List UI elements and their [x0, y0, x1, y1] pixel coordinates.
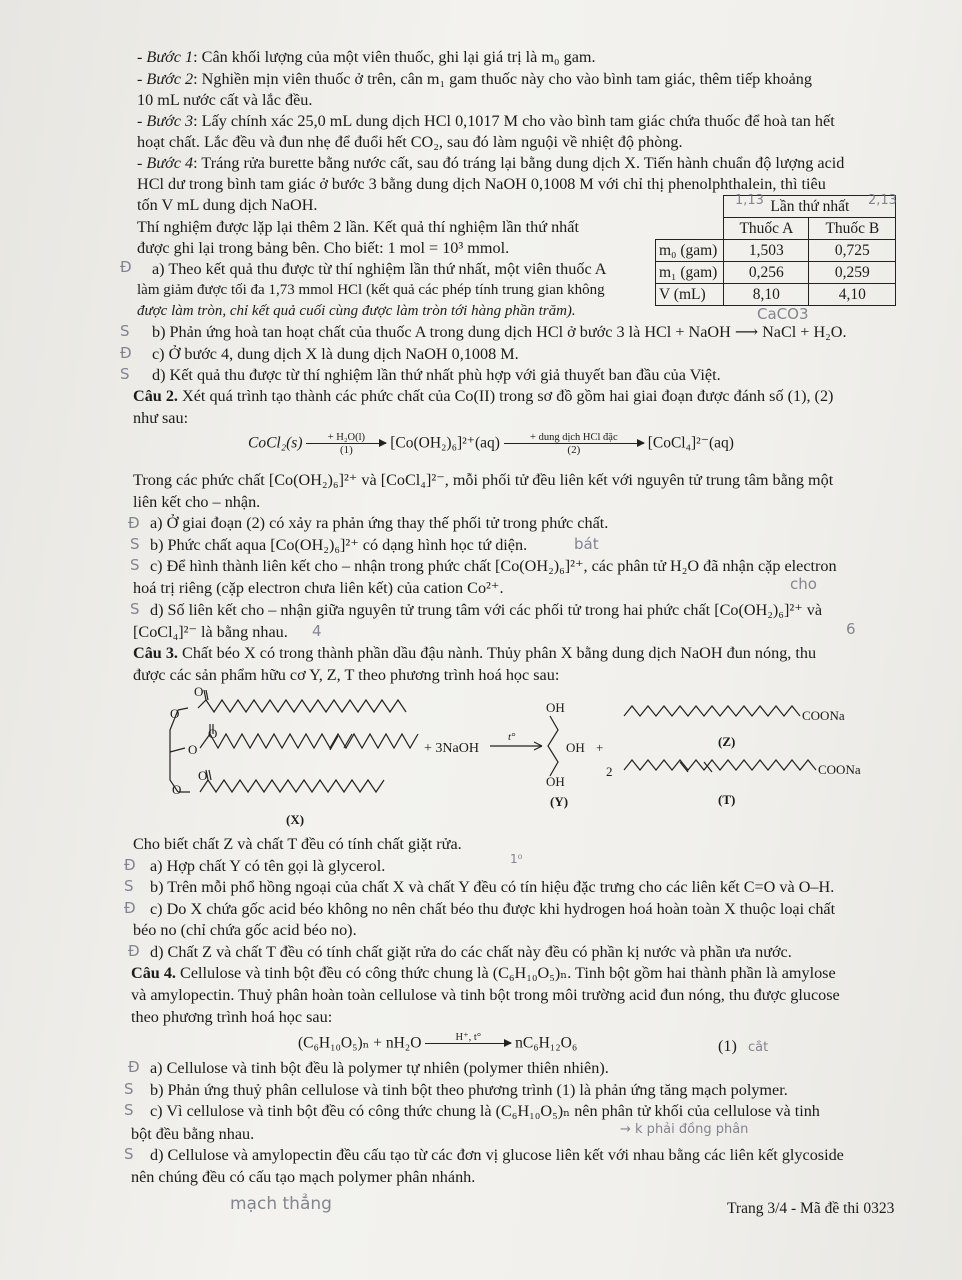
- q4-intro-3: theo phương trình hoá học sau:: [131, 1008, 333, 1026]
- fatty-chain-2: [200, 734, 418, 748]
- q2-d-1: d) Số liên kết cho – nhận giữa nguyên tử trung tâm với các phối tử trong hai phức chất [Co(OH₂)₆]²⁺ và: [150, 601, 823, 619]
- oh-label-3: OH: [546, 774, 565, 789]
- step-2-label: - Bước 2: [137, 70, 194, 88]
- q3-note: Cho biết chất Z và chất T đều có tính chất giặt rửa.: [133, 835, 462, 853]
- q3-a: a) Hợp chất Y có tên gọi là glycerol.: [150, 857, 386, 875]
- q2-equation: [248, 432, 734, 456]
- q3-intro-2: được các sản phẩm hữu cơ Y, Z, T theo phương trình hoá học sau:: [133, 666, 560, 684]
- step-2-text: : Nghiền mịn viên thuốc ở trên, cân m₁ gam thuốc này cho vào bình tam giác, thêm tiếp khoảng: [193, 70, 812, 88]
- q4-equation: [298, 1032, 577, 1056]
- step-3-text-2: hoạt chất. Lắc đều và đun nhẹ để đuổi hết CO₂, sau đó làm nguội về nhiệt độ phòng.: [137, 133, 683, 151]
- hw-q2d-n2: 6: [846, 620, 856, 638]
- cell-a: 8,10: [724, 284, 809, 306]
- q2-c-1: c) Để hình thành liên kết cho – nhận trong phức chất [Co(OH₂)₆]²⁺, các phân tử H₂O đã nhận cặp electron: [150, 557, 837, 575]
- glycerol-skeleton: [548, 716, 558, 776]
- q1-a-3: được làm tròn, chỉ kết quả cuối cùng được làm tròn tới hàng phần trăm).: [137, 303, 576, 319]
- q4-c-2: bột đều bằng nhau.: [131, 1125, 255, 1143]
- hw-mark-q2c: S: [130, 556, 140, 574]
- step-2-text-2: 10 mL nước cất và lắc đều.: [137, 91, 313, 109]
- q4-a: a) Cellulose và tinh bột đều là polymer tự nhiên (polymer thiên nhiên).: [150, 1059, 609, 1077]
- hw-mark-q2a: Đ: [128, 514, 140, 532]
- step-4-text: : Tráng rửa burette bằng nước cất, sau đó tráng lại bằng dung dịch X. Tiến hành chuẩn độ lượng acid: [193, 154, 845, 172]
- naoh-label: + 3NaOH: [424, 741, 479, 756]
- step-4: [137, 153, 844, 173]
- table-header: Lần thứ nhất: [724, 196, 896, 218]
- arrow-hydrolysis: [425, 1032, 511, 1056]
- arrow-step-2: [504, 432, 644, 456]
- col-thuoc-b: Thuốc B: [809, 218, 896, 240]
- coef-t: 2: [606, 764, 613, 779]
- q1-repeat-2: được ghi lại trong bảng bên. Cho biết: 1 mol = 10³ mmol.: [137, 239, 510, 257]
- q4-d-1: d) Cellulose và amylopectin đều cấu tạo từ các đơn vị glucose liên kết với nhau bằng các liên kết glycoside: [150, 1146, 844, 1164]
- table-row: [656, 262, 896, 284]
- q2-d-2: [CoCl₄]²⁻ là bằng nhau.: [133, 623, 288, 641]
- hw-mark-q4d: S: [124, 1145, 134, 1163]
- hw-q2c-note: cho: [790, 575, 817, 593]
- q2-title: Câu 2.: [133, 387, 178, 405]
- fatty-chain-3: [200, 780, 384, 792]
- eq-cocl4: [CoCl₄]²⁻(aq): [647, 434, 734, 452]
- chain-t: [624, 760, 816, 770]
- hw-table-left: 1,13: [735, 193, 764, 208]
- o-label-1: O: [194, 684, 204, 699]
- arrow-2-bot: (2): [567, 444, 581, 456]
- eq-aqua-complex: [Co(OH₂)₆]²⁺(aq): [390, 434, 500, 452]
- q3-title: Câu 3.: [133, 644, 178, 662]
- hw-mark-q4b: S: [124, 1080, 134, 1098]
- o-label-3: O: [208, 726, 218, 741]
- step-3-text: : Lấy chính xác 25,0 mL dung dịch HCl 0,1017 M cho vào bình tam giác chứa thuốc để hoà tan hết: [193, 112, 835, 130]
- hw-mark-q1c: Đ: [120, 344, 132, 362]
- eq-glucose: nC₆H₁₂O₆: [515, 1034, 578, 1052]
- hw-mark-q1a: Đ: [120, 258, 132, 276]
- hw-mark-q3d: Đ: [128, 942, 140, 960]
- step-1-text: : Cân khối lượng của một viên thuốc, ghi lại giá trị là m₀ gam.: [193, 48, 596, 66]
- hw-q2d-n1: 4: [312, 622, 322, 640]
- q4-c-1: c) Vì cellulose và tinh bột đều có công thức chung là (C₆H₁₀O₅)ₙ nên phân tử khối của cellulose và tinh: [150, 1102, 820, 1120]
- hw-mark-q4a: Đ: [128, 1058, 140, 1076]
- results-table: [655, 195, 896, 306]
- step-1-label: - Bước 1: [137, 48, 194, 66]
- q2-p1: Trong các phức chất [Co(OH₂)₆]²⁺ và [CoCl₄]²⁻, mỗi phối tử đều liên kết với nguyên tử trung tâm bằng một: [133, 471, 834, 489]
- label-t: (T): [718, 792, 736, 807]
- plus-label: +: [596, 740, 604, 755]
- heat-label: t°: [508, 731, 516, 743]
- label-x: (X): [286, 812, 305, 827]
- arrow-hydrolysis-top: H⁺, t°: [455, 1032, 482, 1043]
- eq-polysaccharide: (C₆H₁₀O₅)ₙ + nH₂O: [298, 1034, 422, 1052]
- eq-cocl2: CoCl₂(s): [248, 434, 303, 452]
- q1-c: c) Ở bước 4, dung dịch X là dung dịch NaOH 0,1008 M.: [152, 345, 519, 363]
- q1-a-1: a) Theo kết quả thu được từ thí nghiệm lần thứ nhất, một viên thuốc A: [152, 260, 607, 278]
- coona-t: COONa: [818, 762, 861, 777]
- label-y: (Y): [550, 794, 569, 809]
- chain-z: [624, 706, 800, 716]
- q1-b: b) Phản ứng hoà tan hoạt chất của thuốc A trong dung dịch HCl ở bước 3 là HCl + NaOH ⟶ NaCl + H₂O.: [152, 323, 847, 341]
- q3-c-2: béo no (chỉ chứa gốc acid béo no).: [133, 921, 357, 939]
- step-3: [137, 111, 835, 131]
- fatty-chain-1: [198, 700, 406, 712]
- q3-intro-1: Chất béo X có trong thành phần dầu đậu nành. Thủy phân X bằng dung dịch NaOH đun nóng, thu: [177, 644, 817, 662]
- cell-b: 4,10: [809, 284, 896, 306]
- cell-a: 0,256: [724, 262, 809, 284]
- q4-intro: [131, 963, 836, 983]
- cell-b: 0,259: [809, 262, 896, 284]
- table-row: [656, 240, 896, 262]
- o-label-4: O: [188, 742, 198, 757]
- hw-q2b-note: bát: [574, 535, 599, 553]
- hw-mark-q2d: S: [130, 600, 140, 618]
- q4-d-2: nên chúng đều có cấu tạo mạch polymer phân nhánh.: [131, 1168, 476, 1186]
- q2-intro-2: như sau:: [133, 409, 189, 427]
- arrow-1-bot: (1): [339, 444, 353, 456]
- arrow-step-1: [306, 432, 386, 456]
- eq-number: (1): [718, 1037, 737, 1055]
- step-1: [137, 47, 596, 67]
- step-2: [137, 69, 812, 89]
- table-row: [656, 284, 896, 306]
- row-label: m₀ (gam): [656, 240, 724, 262]
- hw-mark-q3a: Đ: [124, 856, 136, 874]
- o-label-5: O: [198, 768, 208, 783]
- oh-label-1: OH: [546, 700, 565, 715]
- hw-mark-q3c: Đ: [124, 899, 136, 917]
- page-footer: Trang 3/4 - Mã đề thi 0323: [727, 1200, 895, 1217]
- hw-q4d-note: mạch thẳng: [230, 1194, 332, 1214]
- hw-mark-q1b: S: [120, 322, 130, 340]
- hw-table-right: 2,13: [868, 193, 897, 208]
- cell-a: 1,503: [724, 240, 809, 262]
- q3-b: b) Trên mỗi phổ hồng ngoại của chất X và chất Y đều có tín hiệu đặc trưng cho các liên kết C=O và O–H.: [150, 878, 835, 896]
- saponification-diagram: [150, 682, 890, 832]
- q4-intro-2: và amylopectin. Thuỷ phân hoàn toàn cellulose và tinh bột trong môi trường acid đun nóng, thu được glucose: [131, 986, 840, 1004]
- q2-a: a) Ở giai đoạn (2) có xảy ra phản ứng thay thế phối tử trong phức chất.: [150, 514, 609, 532]
- q4-b: b) Phản ứng thuỷ phân cellulose và tinh bột theo phương trình (1) là phản ứng tăng mạch polymer.: [150, 1081, 788, 1099]
- col-thuoc-a: Thuốc A: [724, 218, 809, 240]
- q2-c-2: hoá trị riêng (cặp electron chưa liên kết) của cation Co²⁺.: [133, 579, 504, 597]
- o-label-2: O: [170, 706, 180, 721]
- q4-intro-1: Cellulose và tinh bột đều có công thức chung là (C₆H₁₀O₅)ₙ. Tinh bột gồm hai thành phần là amylose: [175, 964, 836, 982]
- step-4-text-3: tốn V mL dung dịch NaOH.: [137, 196, 318, 214]
- q4-title: Câu 4.: [131, 964, 176, 982]
- q3-c-1: c) Do X chứa gốc acid béo không no nên chất béo thu được khi hydrogen hoá hoàn toàn X thuộc loại chất: [150, 900, 836, 918]
- q3-d: d) Chất Z và chất T đều có tính chất giặt rửa do các chất này đều có phần kị nước và phần ưa nước.: [150, 943, 792, 961]
- q2-intro: [133, 386, 833, 406]
- hw-mark-q3b: S: [124, 877, 134, 895]
- q2-b: b) Phức chất aqua [Co(OH₂)₆]²⁺ có dạng hình học tứ diện.: [150, 536, 528, 554]
- hw-q3-note: 1⁰: [510, 852, 523, 866]
- q2-p2: liên kết cho – nhận.: [133, 493, 261, 511]
- step-4-label: - Bước 4: [137, 154, 194, 172]
- q1-a-2: làm giảm được tối đa 1,73 mmol HCl (kết quả các phép tính trung gian không: [137, 282, 605, 298]
- hw-caco3: CaCO3: [757, 305, 809, 323]
- cell-b: 0,725: [809, 240, 896, 262]
- hw-mark-q4c: S: [124, 1101, 134, 1119]
- step-4-text-2: HCl dư trong bình tam giác ở bước 3 bằng dung dịch NaOH 0,1008 M với chỉ thị phenolphthalein, thì tiêu: [137, 175, 826, 193]
- q3-intro: [133, 643, 816, 663]
- q2-intro-1: Xét quá trình tạo thành các phức chất của Co(II) trong sơ đồ gồm hai giai đoạn được đánh số (1), (2): [177, 387, 834, 405]
- coona-z: COONa: [802, 708, 845, 723]
- row-label: V (mL): [656, 284, 724, 306]
- q1-d: d) Kết quả thu được từ thí nghiệm lần thứ nhất phù hợp với giả thuyết ban đầu của Việt.: [152, 366, 721, 384]
- hw-q4c-note: → k phải đồng phân: [620, 1122, 749, 1137]
- oh-label-2: OH: [566, 740, 585, 755]
- q1-repeat-1: Thí nghiệm được lặp lại thêm 2 lần. Kết quả thí nghiệm lần thứ nhất: [137, 218, 579, 236]
- arrow-2-top: + dung dịch HCl đặc: [530, 432, 618, 443]
- hw-mark-q1d: S: [120, 365, 130, 383]
- row-label: m₁ (gam): [656, 262, 724, 284]
- hw-mark-q2b: S: [130, 535, 140, 553]
- label-z: (Z): [718, 734, 736, 749]
- hw-q4a-note: cắt: [748, 1040, 769, 1055]
- arrow-1-top: + H₂O(l): [327, 432, 365, 443]
- o-label-6: O: [172, 782, 182, 797]
- step-3-label: - Bước 3: [137, 112, 194, 130]
